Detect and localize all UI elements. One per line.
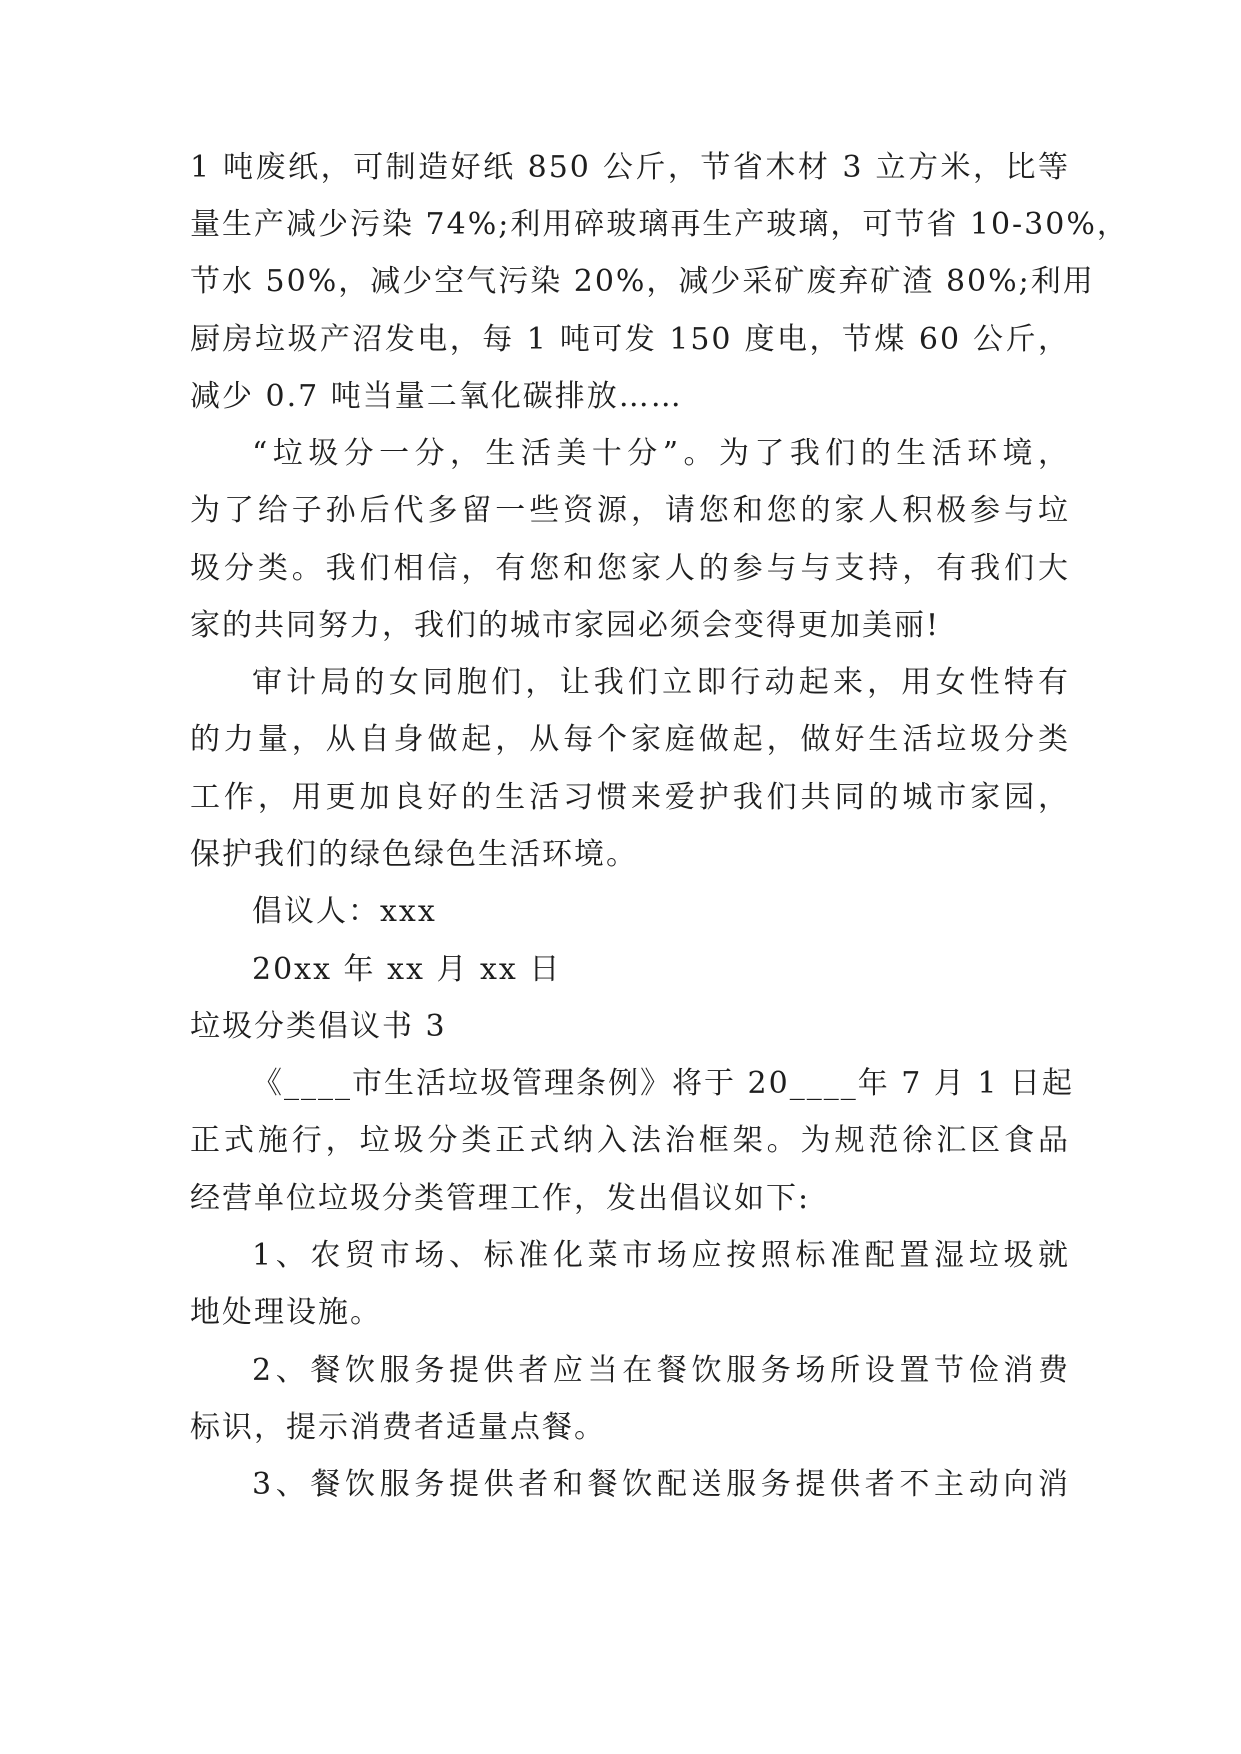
paragraph-first-line: “垃圾分一分，生活美十分”。为了我们的生活环境， [252,436,1070,471]
paragraph-first-line: 审计局的女同胞们，让我们立即行动起来，用女性特有 [252,665,1070,700]
proposer-signature: 倡议人：xxx [252,894,437,929]
list-item: 1、农贸市场、标准化菜市场应按照标准配置湿垃圾就 [252,1238,1070,1273]
text-line: 的力量，从自身做起，从每个家庭做起，做好生活垃圾分类 [190,722,1070,757]
text-line: 地处理设施。 [190,1295,382,1330]
text-line: 标识，提示消费者适量点餐。 [190,1410,606,1445]
signature-date: 20xx 年 xx 月 xx 日 [252,952,562,987]
text-line: 经营单位垃圾分类管理工作，发出倡议如下: [190,1181,811,1216]
list-item: 3、餐饮服务提供者和餐饮配送服务提供者不主动向消 [252,1467,1070,1502]
text-line: 为了给子孙后代多留一些资源，请您和您的家人积极参与垃 [190,493,1070,528]
text-line: 正式施行，垃圾分类正式纳入法治框架。为规范徐汇区食品 [190,1123,1070,1158]
text-line: 圾分类。我们相信，有您和您家人的参与与支持，有我们大 [190,551,1070,586]
text-line: 家的共同努力，我们的城市家园必须会变得更加美丽! [190,608,941,643]
text-line: 量生产减少污染 74%;利用碎玻璃再生产玻璃，可节省 10-30%， [190,207,1129,242]
paragraph-first-line: 《____市生活垃圾管理条例》将于 20____年 7 月 1 日起 [252,1066,1075,1101]
list-item: 2、餐饮服务提供者应当在餐饮服务场所设置节俭消费 [252,1353,1070,1388]
text-line: 1 吨废纸，可制造好纸 850 公斤，节省木材 3 立方米，比等 [190,150,1070,185]
text-line: 保护我们的绿色绿色生活环境。 [190,837,638,872]
text-line: 工作，用更加良好的生活习惯来爱护我们共同的城市家园， [190,780,1070,815]
text-line: 厨房垃圾产沼发电，每 1 吨可发 150 度电，节煤 60 公斤， [190,322,1070,357]
section-heading: 垃圾分类倡议书 3 [190,1009,447,1044]
text-line: 节水 50%，减少空气污染 20%，减少采矿废弃矿渣 80%;利用 [190,264,1095,299]
text-line: 减少 0.7 吨当量二氧化碳排放…… [190,379,683,414]
